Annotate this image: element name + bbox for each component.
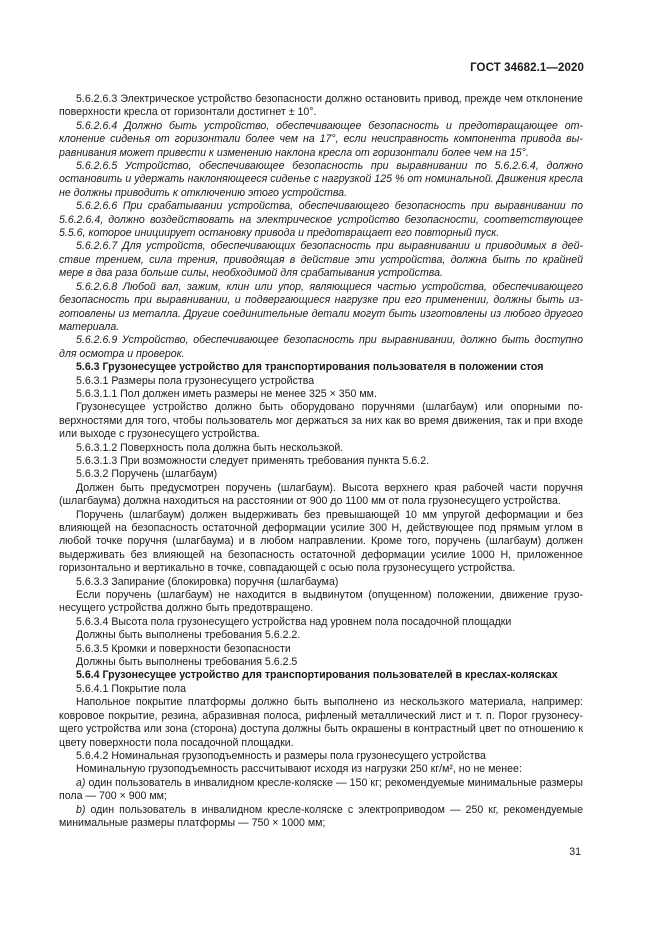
list-marker: b) — [76, 803, 86, 816]
paragraph: 5.6.3.2 Поручень (шлагбаум) — [76, 468, 218, 481]
document-header: ГОСТ 34682.1—2020 — [470, 62, 584, 74]
paragraph: 5.6.2.6.9 Устройство, обеспечивающее безопасность при выравнивании, должно быть доступно для осмотра и проверок. — [59, 334, 583, 360]
list-item — [59, 777, 583, 804]
paragraph: 5.6.4.1 Покрытие пола — [76, 682, 187, 695]
paragraph: 5.6.3.1 Размеры пола грузонесущего устройства — [76, 374, 315, 387]
paragraph: 5.6.3.4 Высота пола грузонесущего устройства над уровнем пола посадочной площадки — [76, 615, 512, 628]
document-body — [59, 93, 583, 830]
list-item-text: один пользователь в инвалидном кресле-коляске с электроприводом — 250 кг, рекомендуемые минимальные размеры платформы — 750 × 1000 мм; — [59, 803, 583, 829]
section-heading: 5.6.4 Грузонесущее устройство для транспортирования пользователей в креслах-колясках — [76, 669, 558, 682]
paragraph: 5.6.3.1.1 Пол должен иметь размеры не менее 325 × 350 мм. — [76, 387, 377, 400]
paragraph: 5.6.3.1.3 При возможности следует применять требования пункта 5.6.2. — [76, 454, 430, 467]
paragraph: 5.6.2.6.5 Устройство, обеспечивающее безопасность при выравнивании по 5.6.2.6.4, должно остановить и удержать наклоняющееся сиденье с нагрузкой 125 % от номинальной. Движения кресла не должны приводить к отключению этого устройства. — [59, 160, 583, 199]
paragraph: 5.6.2.6.8 Любой вал, зажим, клин или упор, являющиеся частью устройства, обеспечивающего безопасность при выравнивании, и подвергающиеся нагрузке при его применении, должны быть изготовлены из металла. Другие соединительные детали могут быть изготовлены из любого другого материала. — [59, 280, 583, 333]
paragraph: 5.6.3.1.2 Поверхность пола должна быть нескользкой. — [76, 441, 344, 454]
list-item-text: один пользователь в инвалидном кресле-коляске — 150 кг; рекомендуемые минимальные размеры пола — 700 × 900 мм; — [59, 776, 583, 803]
paragraph: 5.6.2.6.4 Должно быть устройство, обеспечивающее безопасность и предотвращающее отклонение сиденья от горизонтали более чем на 17°, если неисправность компонента привода выравнивания может привести к изменению наклона кресла от горизонтали более чем на 15°. — [59, 119, 583, 159]
paragraph: Должны быть выполнены требования 5.6.2.2. — [76, 629, 301, 642]
paragraph: Должен быть предусмотрен поручень (шлагбаум). Высота верхнего края рабочей части поручня (шлагбаума) должна находиться на расстоянии от 900 до 1100 мм от пола грузонесущего устройства. — [59, 481, 583, 508]
section-heading: 5.6.3 Грузонесущее устройство для транспортирования пользователя в положении стоя — [76, 361, 544, 374]
page-number: 31 — [569, 846, 581, 858]
paragraph: 5.6.4.2 Номинальная грузоподъемность и размеры пола грузонесущего устройства — [76, 749, 486, 762]
paragraph: Грузонесущее устройство должно быть оборудовано поручнями (шлагбаум) или опорными поверхностями для того, чтобы пользователь мог держаться за них как во время движения, так и при входе или выходе с грузонесущего устройства. — [59, 401, 583, 441]
list-item — [59, 804, 583, 831]
paragraph: Если поручень (шлагбаум) не находится в выдвинутом (опущенном) положении, движение грузонесущего устройства должно быть предотвращено. — [59, 589, 583, 615]
paragraph: Напольное покрытие платформы должно быть выполнено из нескользкого материала, например: ковровое покрытие, резина, абразивная полоса, рифленый металлический лист и т. п. Порог грузонесущего устройства или зона (сторона) доступа должны быть окрашены в контрастный цвет по отношению к цвету поверхности пола посадочной площадки. — [59, 696, 583, 749]
paragraph: Должны быть выполнены требования 5.6.2.5 — [76, 656, 298, 669]
paragraph: 5.6.2.6.7 Для устройств, обеспечивающих безопасность при выравнивании и приводимых в действие трением, сила трения, приводящая в действие эти устройства, должна быть по крайней мере в два раза больше силы, необходимой для срабатывания устройства. — [59, 240, 583, 280]
paragraph: 5.6.2.6.3 Электрическое устройство безопасности должно остановить привод, прежде чем отклонение поверхности кресла от горизонтали достигнет ± 10°. — [59, 93, 583, 119]
paragraph: Поручень (шлагбаум) должен выдерживать без превышающей 10 мм упругой деформации и без влияющей на безопасность остаточной деформации усилие 300 Н, действующее под прямым углом в любой точке поручня (шлагбаума) и в любом направлении. Кроме того, поручень (шлагбаум) должен выдерживать без влияющей на безопасность остаточной деформации усилие 1000 Н, приложенное горизонтально и вертикально в точке, совпадающей с осью пола грузонесущего устройства. — [59, 508, 583, 575]
paragraph: 5.6.3.3 Запирание (блокировка) поручня (шлагбаума) — [76, 575, 339, 588]
list-marker: a) — [76, 776, 86, 789]
paragraph: 5.6.2.6.6 При срабатывании устройства, обеспечивающего безопасность при выравнивании по 5.6.2.6.4, должно воздействовать на электрическое устройство безопасности, соответствующее 5.5.6, которое инициирует остановку привода и предотвращает его повторный пуск. — [59, 200, 583, 240]
paragraph: Номинальную грузоподъемность рассчитывают исходя из нагрузки 250 кг/м², но не менее: — [76, 763, 522, 776]
paragraph: 5.6.3.5 Кромки и поверхности безопасности — [76, 642, 291, 655]
